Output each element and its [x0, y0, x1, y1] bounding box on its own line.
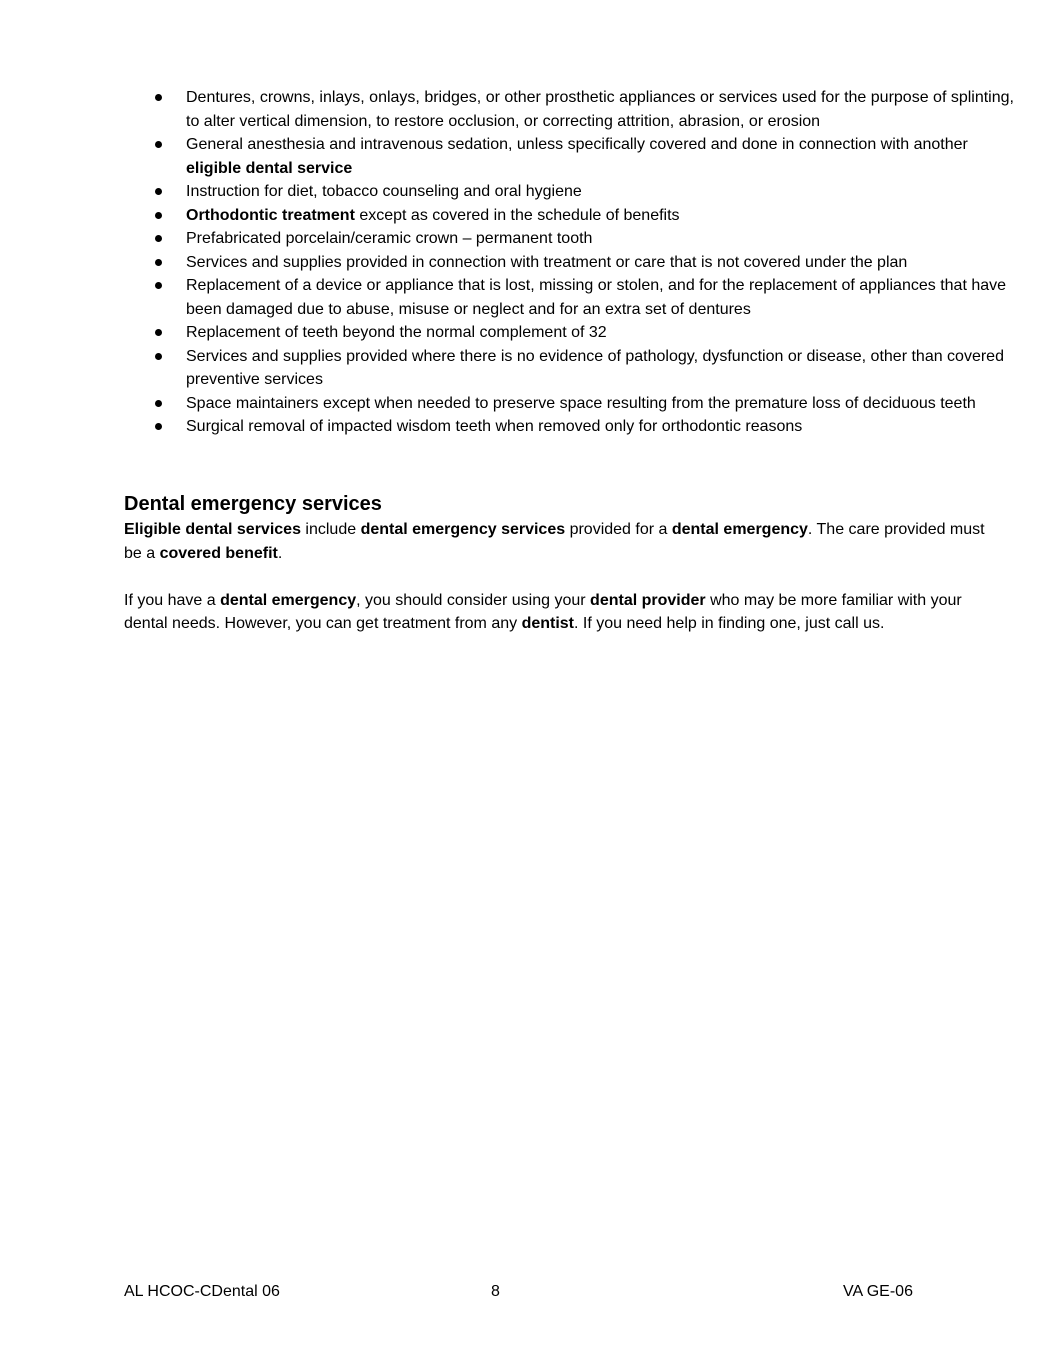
- list-item: [186, 86, 1016, 133]
- bold-term: Orthodontic treatment: [186, 206, 355, 224]
- text-run: Replacement of a device or appliance that is lost, missing or stolen, and for the replacement of appliances that have been damaged due to abuse, misuse or neglect and for an extra set of dentures: [186, 277, 1007, 318]
- bold-term: Eligible dental services: [124, 521, 301, 538]
- text-run: who may be more familiar with your dental needs. However, you can get treatment from any: [124, 591, 962, 632]
- list-item: [186, 415, 1016, 439]
- list-item: [186, 251, 1016, 275]
- paragraph: [124, 518, 1004, 565]
- exclusions-list: [186, 86, 1016, 439]
- text-run: Space maintainers except when needed to preserve space resulting from the premature loss of deciduous teeth: [186, 394, 976, 412]
- text-run: include: [300, 521, 361, 538]
- list-item: [186, 392, 1016, 416]
- bold-term: covered benefit: [159, 544, 278, 562]
- text-run: . The care provided must be a: [124, 521, 985, 562]
- text-run: .: [277, 544, 283, 562]
- text-run: . If you need help in finding one, just call us.: [574, 615, 885, 632]
- bold-term: dental emergency services: [360, 521, 566, 538]
- list-item: [186, 274, 1016, 321]
- list-item: [186, 204, 1016, 228]
- text-run: Dentures, crowns, inlays, onlays, bridges, or other prosthetic appliances or services used for the purpose of splinting, to alter vertical dimension, to restore occlusion, or correcting attrition, abrasion, or erosion: [186, 89, 1014, 130]
- text-run: , you should consider using your: [356, 591, 591, 609]
- text-run: Services and supplies provided where there is no evidence of pathology, dysfunction or disease, other than covered preventive services: [186, 347, 1004, 388]
- text-run: If you have a: [124, 591, 221, 609]
- list-item: [186, 133, 1016, 180]
- list-item: [186, 227, 1016, 251]
- text-run: except as covered in the schedule of benefits: [354, 206, 680, 224]
- footer-page-number: 8: [491, 1283, 500, 1300]
- bold-term: dental provider: [590, 591, 706, 609]
- dental-emergency-section: [124, 490, 1004, 636]
- text-run: Replacement of teeth beyond the normal complement of 32: [186, 324, 607, 341]
- footer-document-code: AL HCOC-CDental 06: [124, 1283, 280, 1300]
- list-item: [186, 321, 1016, 345]
- bold-term: eligible dental service: [186, 159, 353, 177]
- text-run: General anesthesia and intravenous sedation, unless specifically covered and done in connection with another: [186, 136, 968, 153]
- text-run: Instruction for diet, tobacco counseling and oral hygiene: [186, 183, 582, 200]
- bold-term: dental emergency: [220, 591, 357, 609]
- list-item: [186, 180, 1016, 204]
- list-item: [186, 345, 1016, 392]
- section-heading: Dental emergency services: [124, 493, 382, 515]
- bold-term: dental emergency: [671, 521, 808, 538]
- text-run: provided for a: [565, 521, 672, 538]
- footer-form-code: VA GE-06: [843, 1283, 913, 1300]
- text-run: Prefabricated porcelain/ceramic crown – permanent tooth: [186, 230, 593, 247]
- bold-term: dentist: [521, 615, 575, 632]
- paragraph: [124, 589, 1004, 636]
- text-run: Surgical removal of impacted wisdom teeth when removed only for orthodontic reasons: [186, 418, 803, 435]
- text-run: Services and supplies provided in connection with treatment or care that is not covered under the plan: [186, 253, 908, 271]
